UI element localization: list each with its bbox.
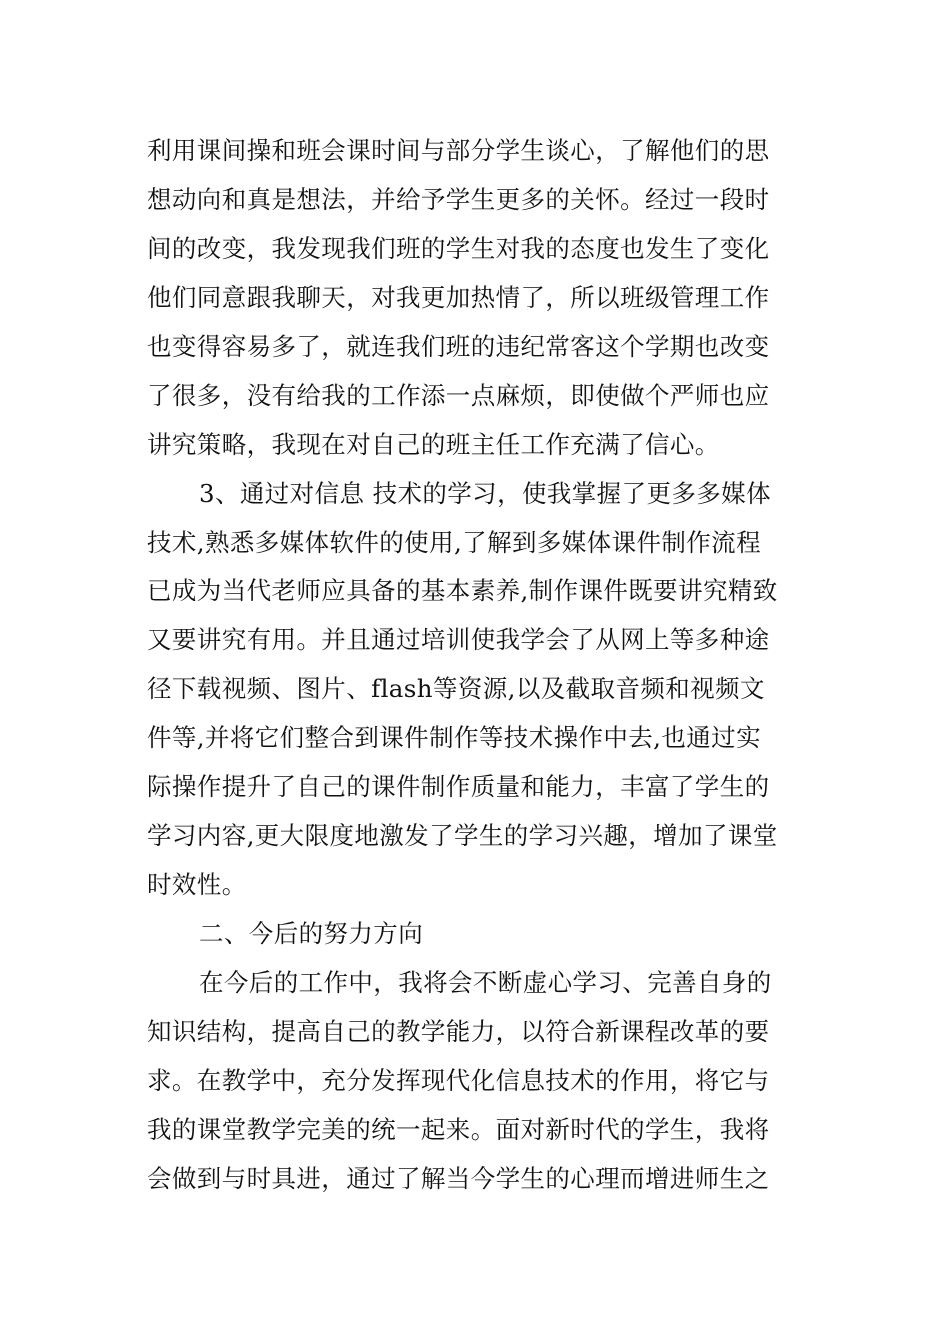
text-line: 也变得容易多了，就连我们班的违纪常客这个学期也改变 — [147, 331, 770, 361]
text-line: 学习内容,更大限度地激发了学生的学习兴趣，增加了课堂 — [147, 821, 778, 851]
text-line: 在今后的工作中，我将会不断虚心学习、完善自身的 — [199, 967, 772, 997]
text-line: 讲究策略，我现在对自己的班主任工作充满了信心。 — [147, 429, 720, 459]
text-line: 他们同意跟我聊天，对我更加热情了，所以班级管理工作 — [147, 282, 770, 312]
text-line: 际操作提升了自己的课件制作质量和能力，丰富了学生的 — [147, 772, 770, 802]
text-line: 技术,熟悉多媒体软件的使用,了解到多媒体课件制作流程 — [147, 527, 761, 557]
text-line: 想动向和真是想法，并给予学生更多的关怀。经过一段时 — [147, 184, 770, 214]
text-line: 利用课间操和班会课时间与部分学生谈心，了解他们的思 — [147, 136, 770, 165]
text-line: 3、通过对信息 技术的学习，使我掌握了更多多媒体 — [199, 478, 771, 508]
text-line: 件等,并将它们整合到课件制作等技术操作中去,也通过实 — [147, 723, 761, 753]
body-text — [147, 127, 807, 1204]
text-line: 径下载视频、图片、flash等资源,以及截取音频和视频文 — [147, 674, 765, 704]
text-line: 二、今后的努力方向 — [199, 919, 424, 948]
text-line: 了很多，没有给我的工作添一点麻烦，即使做个严师也应 — [147, 380, 770, 410]
text-line: 时效性。 — [147, 870, 247, 900]
text-line: 我的课堂教学完美的统一起来。面对新时代的学生，我将 — [147, 1114, 770, 1144]
text-line: 求。在教学中，充分发挥现代化信息技术的作用，将它与 — [147, 1065, 770, 1095]
text-line: 知识结构，提高自己的教学能力，以符合新课程改革的要 — [147, 1016, 770, 1046]
text-line: 已成为当代老师应具备的基本素养,制作课件既要讲究精致 — [147, 576, 778, 606]
text-line: 间的改变，我发现我们班的学生对我的态度也发生了变化 — [147, 233, 770, 263]
text-line: 会做到与时具进，通过了解当今学生的心理而增进师生之 — [147, 1163, 770, 1193]
text-line: 又要讲究有用。并且通过培训使我学会了从网上等多种途 — [147, 625, 770, 655]
